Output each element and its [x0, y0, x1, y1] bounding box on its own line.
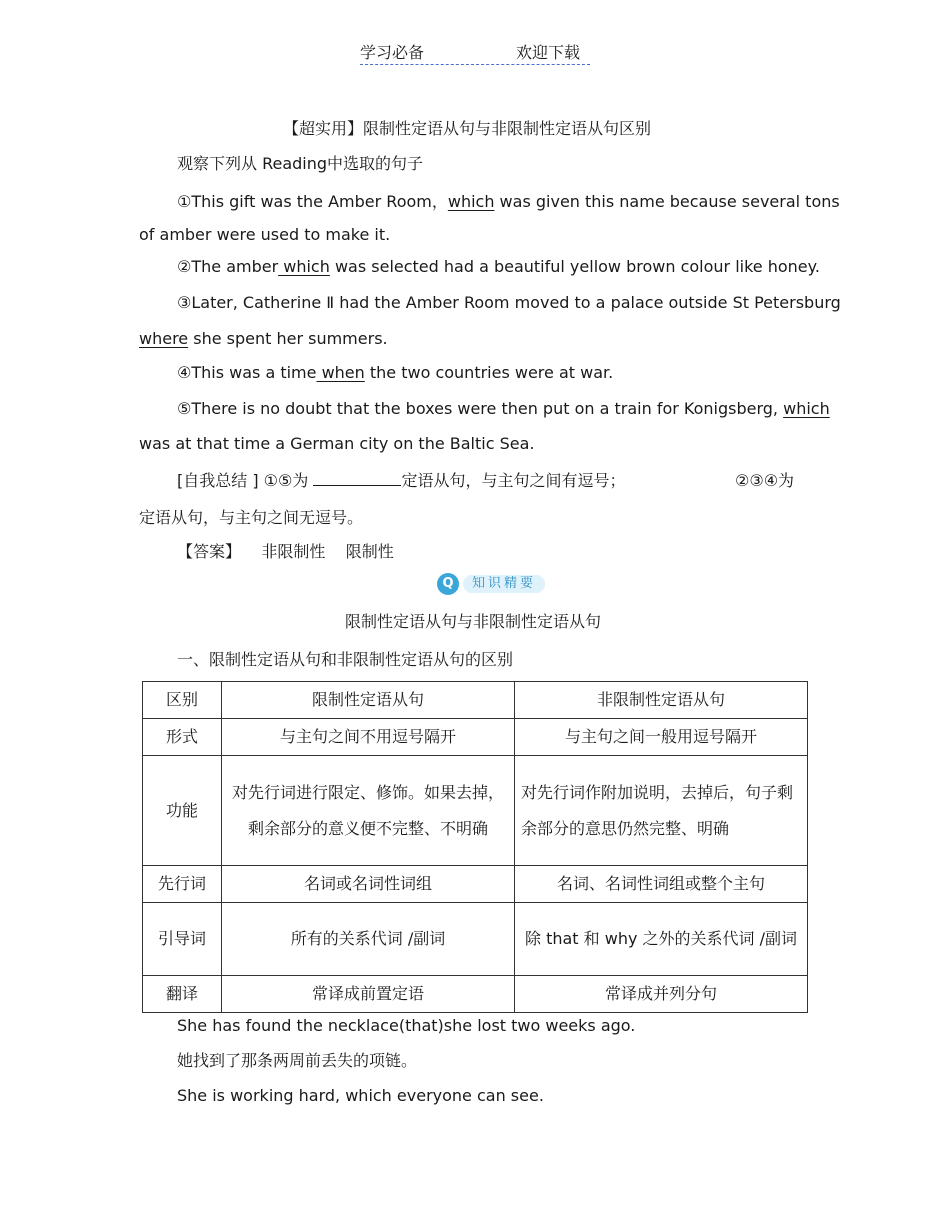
table-cell: 先行词: [143, 866, 222, 903]
header-right: 欢迎下载: [516, 43, 581, 62]
table-cell: 常译成前置定语: [222, 976, 515, 1013]
document-title: 【超实用】限制性定语从句与非限制性定语从句区别: [283, 119, 652, 138]
badge-label: 知识精要: [463, 575, 545, 593]
self-summary: [自我总结 ] ①⑤为 定语从句，与主句之间有逗号；: [177, 471, 626, 490]
self-summary-right: ②③④为: [735, 471, 795, 490]
keyword-when: when: [316, 363, 365, 382]
table-cell: 与主句之间一般用逗号隔开: [515, 719, 808, 756]
header-left: 学习必备: [360, 43, 425, 62]
keyword-which: which: [783, 399, 830, 418]
table-row: [143, 719, 808, 756]
table-cell: 名词或名词性词组: [222, 866, 515, 903]
table-cell: 形式: [143, 719, 222, 756]
table-cell: 除 that 和 why 之外的关系代词 /副词: [515, 903, 808, 976]
keyword-where: where: [139, 329, 189, 348]
keyword-which: which: [447, 192, 495, 211]
table-cell: 名词、名词性词组或整个主句: [515, 866, 808, 903]
table-cell: 常译成并列分句: [515, 976, 808, 1013]
table-cell: 引导词: [143, 903, 222, 976]
table-cell: 对先行词进行限定、修饰。如果去掉，剩余部分的意义便不完整、不明确: [222, 756, 515, 866]
table-cell: 与主句之间不用逗号隔开: [222, 719, 515, 756]
keyword-which: which: [278, 257, 330, 276]
fill-blank: [313, 471, 401, 486]
sentence-3: ③Later, Catherine Ⅱ had the Amber Room moved to a palace outside St Petersburg: [177, 293, 841, 312]
table-cell: 所有的关系代词 /副词: [222, 903, 515, 976]
comparison-table: [142, 681, 808, 1013]
sentence-5-cont: was at that time a German city on the Baltic Sea.: [139, 434, 535, 453]
answer-line: 【答案】 非限制性 限制性: [177, 542, 394, 561]
subsection-title: 一、限制性定语从句和非限制性定语从句的区别: [177, 650, 514, 669]
sentence-2: ②The amber which was selected had a beautiful yellow brown colour like honey.: [177, 257, 820, 276]
sentence-5: ⑤There is no doubt that the boxes were then put on a train for Konigsberg, which: [177, 399, 830, 418]
table-row: [143, 756, 808, 866]
knowledge-badge: [437, 573, 545, 595]
table-cell: 对先行词作附加说明，去掉后，句子剩余部分的意思仍然完整、明确: [515, 756, 808, 866]
example-1-translation: 她找到了那条两周前丢失的项链。: [177, 1051, 418, 1070]
table-cell: 翻译: [143, 976, 222, 1013]
table-row: [143, 903, 808, 976]
sentence-1-cont: of amber were used to make it.: [139, 225, 391, 244]
table-row: [143, 866, 808, 903]
table-row: [143, 976, 808, 1013]
page-header: [360, 40, 590, 65]
self-summary-cont: 定语从句，与主句之间无逗号。: [139, 508, 364, 527]
intro-line: 观察下列从 Reading中选取的句子: [177, 154, 424, 173]
table-cell: 非限制性定语从句: [515, 682, 808, 719]
sentence-3-cont: where she spent her summers.: [139, 329, 388, 348]
example-1: She has found the necklace(that)she lost two weeks ago.: [177, 1016, 636, 1035]
sentence-1: ①This gift was the Amber Room，which was given this name because several tons: [177, 192, 840, 211]
section-title: 限制性定语从句与非限制性定语从句: [345, 612, 602, 631]
table-header-row: [143, 682, 808, 719]
sentence-4: ④This was a time when the two countries were at war.: [177, 363, 614, 382]
example-2: She is working hard, which everyone can see.: [177, 1086, 544, 1105]
magnifier-icon: Q: [437, 573, 459, 595]
table-cell: 限制性定语从句: [222, 682, 515, 719]
table-cell: 区别: [143, 682, 222, 719]
table-cell: 功能: [143, 756, 222, 866]
